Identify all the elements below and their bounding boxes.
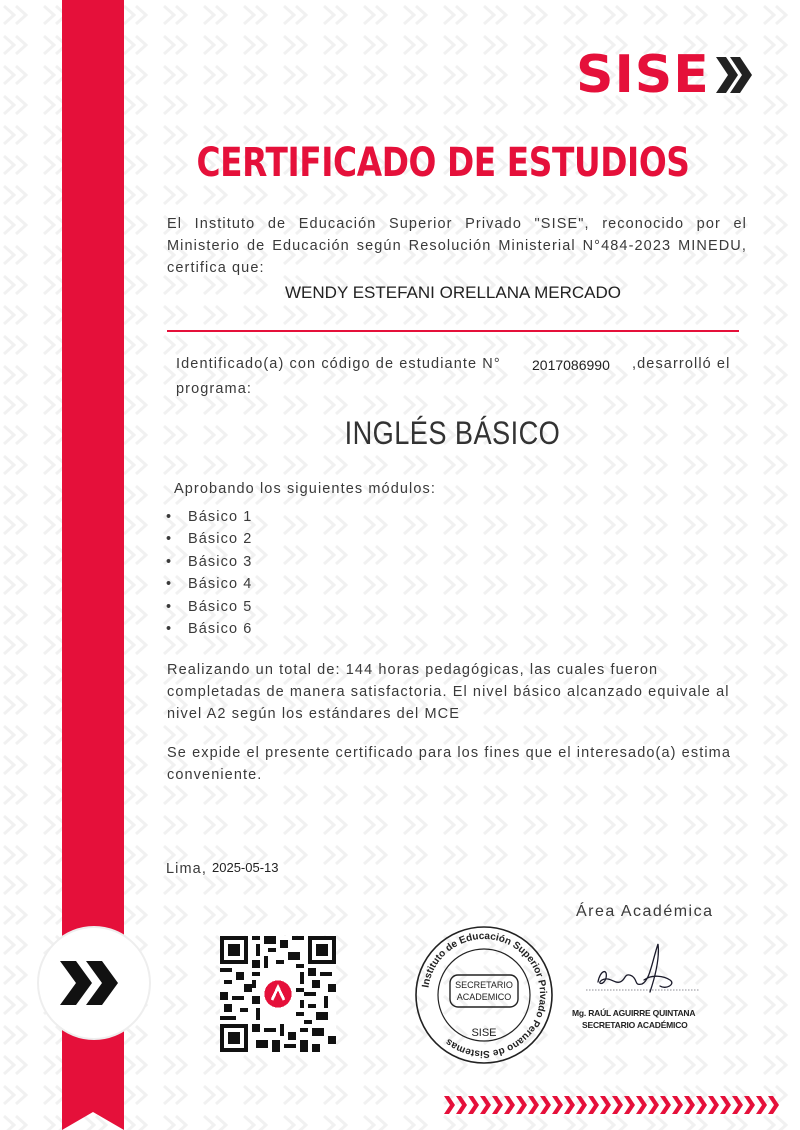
chevron-mark [708,1096,719,1114]
chevron-mark [456,1096,467,1114]
list-item: • Básico 5 [166,598,253,615]
list-item: • Básico 6 [166,621,253,638]
seal-center-line1: SECRETARIO [455,980,513,990]
chevron-mark [600,1096,611,1114]
chevron-mark [636,1096,647,1114]
chevron-mark [696,1096,707,1114]
signer-role: SECRETARIO ACADÉMICO [582,1020,688,1030]
chevron-mark [612,1096,623,1114]
chevron-mark [744,1096,755,1114]
chevron-mark [492,1096,503,1114]
intro-paragraph: El Instituto de Educación Superior Privado "SISE", reconocido por el Ministerio de Educación según Resolución Ministerial N°484-2023 MINEDU, certifica que: [167,216,747,276]
chevron-mark [504,1096,515,1114]
qr-code-icon [220,936,336,1052]
seal-center-line2: ACADEMICO [456,992,512,1002]
sise-logo [576,46,754,104]
name-divider [167,330,739,332]
program-name: INGLÉS BÁSICO [344,415,561,451]
chevron-mark [720,1096,731,1114]
chevron-mark [480,1096,491,1114]
chevron-mark [540,1096,551,1114]
issue-place: Lima, [166,861,207,877]
signer-name: Mg. RAÚL AGUIRRE QUINTANA [572,1008,696,1018]
modules-list [166,506,252,640]
identified-suffix: ,desarrolló el [632,356,731,372]
chevron-mark [756,1096,767,1114]
identified-suffix-2: programa: [176,381,252,397]
hours-paragraph: Realizando un total de: 144 horas pedagógicas, las cuales fueron completadas de manera satisfactoria. El nivel básico alcanzado equivale al nivel A2 según los estándares del MCE [167,662,730,722]
chevron-mark [672,1096,683,1114]
issue-date: 2025-05-13 [212,860,279,875]
double-chevron-icon [36,925,152,1041]
chevron-mark [732,1096,743,1114]
chevron-mark [624,1096,635,1114]
list-item: • Básico 3 [166,553,253,570]
student-name: WENDY ESTEFANI ORELLANA MERCADO [285,283,621,302]
chevron-mark [516,1096,527,1114]
chevron-mark [588,1096,599,1114]
logo-text: SISE [576,45,710,105]
chevron-row-icon [444,1094,784,1116]
chevron-mark [768,1096,779,1114]
chevron-mark [684,1096,695,1114]
issue-paragraph: Se expide el presente certificado para los fines que el interesado(a) estima conveniente. [167,745,731,783]
double-chevron-icon [714,53,754,97]
list-item: • Básico 2 [166,531,253,548]
seal-bottom-text: SISE [471,1027,497,1039]
chevron-mark [528,1096,539,1114]
handwritten-signature [580,940,710,1000]
student-code: 2017086990 [532,357,610,373]
certificate-title: CERTIFICADO DE ESTUDIOS [196,140,690,186]
modules-intro: Aprobando los siguientes módulos: [174,481,436,497]
chevron-mark [648,1096,659,1114]
chevron-mark [468,1096,479,1114]
chevron-mark [552,1096,563,1114]
chevron-mark [660,1096,671,1114]
chevron-mark [444,1096,455,1114]
seal-ring-text: Instituto de Educación Superior Privado Peruano de Sistemas [420,930,549,1060]
list-item: • Básico 1 [166,509,253,525]
chevron-mark [564,1096,575,1114]
identified-prefix: Identificado(a) con código de estudiante N° [176,356,501,372]
area-label: Área Académica [576,903,714,920]
chevron-mark [576,1096,587,1114]
list-item: • Básico 4 [166,576,253,593]
academic-seal [414,925,554,1065]
